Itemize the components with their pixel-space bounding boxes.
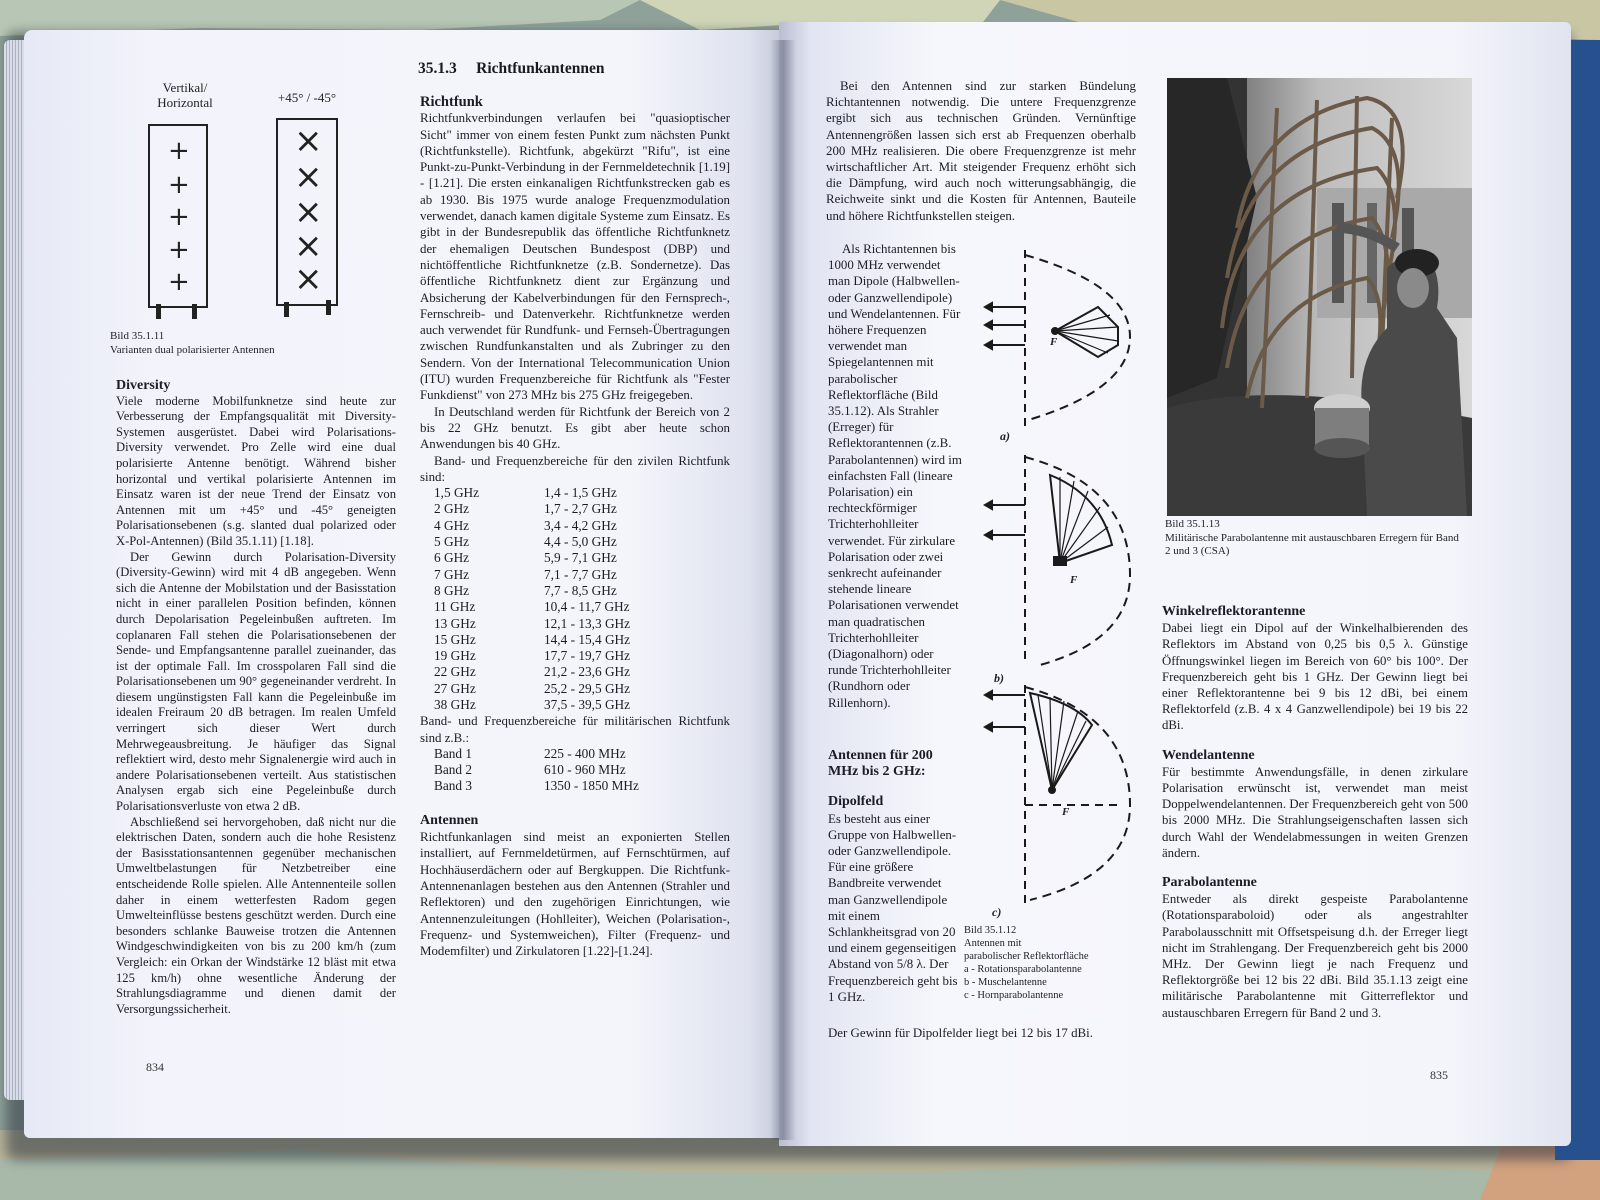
frequency-range: 14,4 - 15,4 GHz <box>544 631 631 647</box>
right-column-sections <box>1162 604 1468 1021</box>
civil-row <box>434 616 674 632</box>
x-element-3: × <box>294 192 323 232</box>
antenna-connector <box>156 304 161 319</box>
civil-row <box>434 518 674 534</box>
antennen-heading: Antennen <box>420 812 479 828</box>
frequency-range: 3,4 - 4,2 GHz <box>544 517 617 533</box>
figure-caption-35-1-12: Bild 35.1.12 Antennen mit parabolischer Reflektorfläche a - Rotationsparabolantenne b - Muschelantenne c - Hornparabolantenne <box>964 925 1089 1001</box>
band-name: 27 GHz <box>434 680 476 696</box>
wendel-text: Für bestimmte Anwendungsfälle, in denen zirkulare Polarisation erwünscht ist, verwendet man meist Doppelwendelantennen. Der Frequenzbereich geht von 500 bis 2000 MHz. Die Strahlungseigenschaften lassen sich durch Wahl der Wendelabmessungen in weiten Grenzen ändern. <box>1162 764 1468 860</box>
band-name: 22 GHz <box>434 664 476 680</box>
vh-element-1: + <box>168 136 190 166</box>
reflector-c <box>985 685 1130 905</box>
frequency-range: 7,1 - 7,7 GHz <box>544 566 617 582</box>
vh-element-3: + <box>168 202 190 232</box>
antenna-label-vh: Vertikal/ Horizontal <box>157 80 213 110</box>
band-name: 4 GHz <box>434 517 470 533</box>
antenna-connector <box>192 304 197 319</box>
frequency-range: 25,2 - 29,5 GHz <box>544 680 631 696</box>
richtfunk-section <box>420 94 730 959</box>
frequency-range: 1,4 - 1,5 GHz <box>544 485 617 501</box>
antenna-connector <box>326 300 331 315</box>
frequency-range: 4,4 - 5,0 GHz <box>544 534 617 550</box>
parabolic-reflector-diagram <box>980 245 1150 925</box>
civil-row <box>434 632 674 648</box>
civil-row <box>434 550 674 566</box>
band-name: 13 GHz <box>434 615 476 631</box>
civil-row <box>434 485 674 501</box>
focus-label-a: F <box>1050 336 1058 348</box>
vh-element-2: + <box>168 170 190 200</box>
band-name: 2 GHz <box>434 501 470 517</box>
military-row <box>434 778 674 794</box>
antennen-200-heading: Antennen für 200 MHz bis 2 GHz: <box>828 748 933 780</box>
frequency-range: 610 - 960 MHz <box>544 762 626 778</box>
antennen-para: Richtfunkanlagen sind meist an exponierten Stellen installiert, auf Fernmeldetürmen, auf Fernschtürmen, auf Hochhäuserdächern oder auf Bergkuppen. Die Richtfunk-Antennenanlagen bestehen aus den Antennen (Strahler und Reflektoren) und den zugehörigen Einrichtungen, wie Antennenzuleitungen (Hohlleiter), Weichen (Polarisation-, Frequenz- und Systemweichen), Filter (Frequenz- und Modemfilter) und Zirkulatoren [1.22]-[1.24]. <box>420 830 730 959</box>
civil-row <box>434 599 674 615</box>
military-row <box>434 746 674 762</box>
x-element-1: × <box>294 121 323 161</box>
band-name: 1,5 GHz <box>434 485 480 501</box>
winkel-text: Dabei liegt ein Dipol auf der Winkelhalbierenden des Reflektors im Abstand von 0,25 bis 0,5 λ. Günstige Öffnungswinkel liegen im Bereich von 60° bis 100°. Der Frequenzbereich geht bis 1 GHz. Der Gewinn liegt bei einer Reflektorantenne bei 9 bis 12 dBi, bei einem Reflektorfeld (z.B. 4 x 4 Ganzwellendipole) bei 19 bis 22 dBi. <box>1162 621 1468 733</box>
civil-row <box>434 664 674 680</box>
x-element-2: × <box>294 157 323 197</box>
band-name: 6 GHz <box>434 550 470 566</box>
wendel-heading: Wendelantenne <box>1162 747 1255 763</box>
diversity-section <box>116 378 396 1017</box>
focus-label-c: F <box>1062 806 1070 818</box>
parabol-text: Entweder als direkt gespeiste Parabolantenne (Rotationsparaboloid) oder als angestrahlter Parabolausschnitt mit Offsetspeisung d.h. der Erreger liegt nicht im Strahlengang. Der Frequenzbereich geht bis 2000 MHz. Der Gewinn liegt je nach Frequenz und Reflektorgröße bei 12 bis 22 dBi. Bild 35.1.13 zeigt eine militärische Parabolantenne mit Gitterreflektor und austauschbaren Erregern für Band 2 und 3. <box>1162 892 1468 1020</box>
band-name: 15 GHz <box>434 631 476 647</box>
reflector-label-c: c) <box>992 905 1002 919</box>
reflector-text-column: Als Richtantennen bis 1000 MHz verwendet man Dipole (Halbwellen- oder Ganzwellendipole) und Wendelantennen. Für höhere Frequenzen verwendet man Spiegelantennen mit parabolischer Reflektorfläche (Bild 35.1.12). Als Strahler (Erreger) für Reflektorantennen (z.B. Parabolantennen) wird im einfachsten Fall (lineare Polarisation) ein rechteckförmiger Trichterhohlleiter verwendet. Für zirkulare Polarisation oder zwei senkrecht aufeinander stehende lineare Polarisationen verwendet man quadratischen Trichterhohlleiter (Diagonalhorn) oder runde Trichterhohlleiter (Rundhorn oder Rillenhorn). <box>828 242 962 710</box>
civil-row <box>434 681 674 697</box>
section-title: 35.1.3 Richtfunkantennen <box>418 60 605 77</box>
civil-row <box>434 567 674 583</box>
parabol-heading: Parabolantenne <box>1162 875 1257 891</box>
band-name: 38 GHz <box>434 696 476 712</box>
page-number-right: 835 <box>1430 1068 1448 1082</box>
richtfunk-para-3: Band- und Frequenzbereiche für den zivilen Richtfunk sind: <box>420 453 730 484</box>
band-name: 19 GHz <box>434 648 476 664</box>
dipolfeld-text: Es besteht aus einer Gruppe von Halbwellen- oder Ganzwellendipole. Für eine größere Bandbreite verwendet man Ganzwellendipole mit einem Schlankheitsgrad von 20 und einem gegenseitigen Abstand von 5/8 λ. Der Frequenzbereich geht bis 1 GHz. <box>828 811 958 1004</box>
figure-caption-35-1-11: Bild 35.1.11 Varianten dual polarisierter Antennen <box>110 330 275 356</box>
reflector-label-b: b) <box>994 671 1004 685</box>
reflector-a <box>985 250 1130 430</box>
richtfunk-para-1: Richtfunkverbindungen verlaufen bei "quasioptischer Sicht" immer von einem festen Punkt zum nächsten Punkt (Richtfunkstelle). Richtfunk, abgekürzt "Rifu", ist eine Punkt-zu-Punkt-Verbindung in der Fernmeldetechnik [1.19] - [1.21]. Die ersten einkanaligen Richtfunkstrecken gab es ab 1930. Bis 1975 wurde analoge Frequenzmodulation verwendet, danach kamen digitale Systeme zum Einsatz. Es gibt in der Bundesrepublik das öffentliche Richtfunknetz der ehemaligen Deutschen Bundespost (DBP) und nichtöffentliche Richtfunknetze (z.B. Sondernetze). Das öffentliche Richtfunknetz dient zur Ergänzung und Absicherung der Kabelverbindungen für den Fernsprech-, Fernschreib- und Datenverkehr. Richtfunknetze werden auch verwendet für Rundfunk- und Fernseh-Übertragungen zwischen Rundfunkanstalten und als Zubringer zu den Sendern. Von der International Telecommunication Union (ITU) wurden Frequenzbereiche für Richtfunk als "Fester Funkdienst" von 273 MHz bis 275 GHz freigegeben. <box>420 111 730 403</box>
diversity-para-2: Der Gewinn durch Polarisation-Diversity (Diversity-Gewinn) wird mit 4 dB angegeben. Wenn sich die Antenne der Mobilstation und der Basisstation nicht in einer parallelen Position befinden, können durch Depolarisation Pegeleinbußen auftreten. Im coplanaren Fall stehen die Polarisationsebenen der Sende- und Empfangsantenne parallel zueinander, das ist der optimale Fall. Im crosspolaren Fall sind die Polarisationsebenen um 90° gegeneinander verdreht. In diesem ungünstigsten Fall kann die Pegeleinbuße im idealen Freiraum 20 dB betragen. Im realen Umfeld verringert sich dieser Wert durch Mehrwegeausbreitung. Je häufiger das Signal reflektiert wird, desto mehr Signalenergie wird auch in andere Polarisationsebenen verteilt. Aus statistischen Analysen ergab sich eine Pegeleinbuße durch Polarisationsverluste von etwa 2 dB. <box>116 549 396 814</box>
civil-row <box>434 501 674 517</box>
richtfunk-heading: Richtfunk <box>420 94 483 110</box>
winkel-heading: Winkelreflektorantenne <box>1162 604 1306 619</box>
intro-paragraph: Bei den Antennen sind zur starken Bündelung Richtantennen notwendig. Die untere Frequenzgrenze ergibt sich aus technischen Gründen. Vernünftige Antennengrößen lassen sich erst ab Frequenzen oberhalb 200 MHz realisieren. Die obere Frequenzgrenze ist mehr wirtschaftlicher Art. Mit steigender Frequenz erhöht sich die Dämpfung, wird auch noch witterungsabhängig, die Reichweite sinkt und die Kosten für Antennen, Bauteile und höhere Richtfunkstellen steigen. <box>826 79 1136 223</box>
civil-row <box>434 648 674 664</box>
frequency-range: 37,5 - 39,5 GHz <box>544 696 631 712</box>
frequency-range: 1350 - 1850 MHz <box>544 778 639 794</box>
military-row <box>434 762 674 778</box>
band-name: 8 GHz <box>434 582 470 598</box>
diversity-heading: Diversity <box>116 378 171 393</box>
x-element-4: × <box>294 226 323 266</box>
diversity-para-1: Viele moderne Mobilfunknetze sind heute zur Verbesserung der Empfangsqualität mit Diversity-Systemen ausgerüstet. Dabei wird Polarisations-Diversity verwendet. Pro Zelle wird eine dual polarisierte Antenne benötigt. Während bisher horizontal und vertikal polarisierte Antennen im Einsatz waren ist der neue Trend der Einsatz von Antennen mit um +45° und -45° geneigten Polarisationsebenen (s.g. slanted dual polarized oder X-Pol-Antennen) (Bild 35.1.11) [1.18]. <box>116 393 396 548</box>
frequency-range: 12,1 - 13,3 GHz <box>544 615 631 631</box>
focus-label-b: F <box>1070 574 1078 586</box>
dipolfeld-heading: Dipolfeld <box>828 794 884 810</box>
civil-row <box>434 534 674 550</box>
vh-element-5: + <box>168 267 190 297</box>
x-element-5: × <box>294 259 323 299</box>
frequency-range: 7,7 - 8,5 GHz <box>544 582 617 598</box>
civil-row <box>434 697 674 713</box>
richtfunk-para-2: In Deutschland werden für Richtfunk der Bereich von 2 bis 22 GHz benutzt. Es gibt aber heute schon Anwendungen bis 40 GHz. <box>420 404 730 452</box>
band-name: Band 2 <box>434 762 473 778</box>
frequency-range: 17,7 - 19,7 GHz <box>544 648 631 664</box>
frequency-range: 21,2 - 23,6 GHz <box>544 664 631 680</box>
page-number-left: 834 <box>146 1060 164 1074</box>
military-band-table <box>434 746 674 795</box>
antennen-200-section <box>828 748 964 1005</box>
band-name: 5 GHz <box>434 534 470 550</box>
frequency-range: 225 - 400 MHz <box>544 745 626 761</box>
frequency-range: 10,4 - 11,7 GHz <box>544 599 630 615</box>
dipolfeld-last-line: Der Gewinn für Dipolfelder liegt bei 12 bis 17 dBi. <box>828 1026 1093 1040</box>
richtfunk-para-4: Band- und Frequenzbereiche für militärischen Richtfunk sind z.B.: <box>420 714 730 745</box>
diversity-para-3: Abschließend sei hervorgehoben, daß nicht nur die elektrischen Daten, sondern auch die hohe Resistenz der Basisstationsantennen gegenüber mechanischen Umweltbelastungen für Netzbetreiber eine entscheidende Rolle spielen. Alle Antennenteile sollen daher in einem wetterfesten Radom gegen Umwelteinflüsse bestens geschützt werden. Durch eine besonders schlanke Bauweise trotzen die Antennen Windgeschwindigkeiten von bis zu 200 km/h (zum Vergleich: ein Orkan der Windstärke 12 bläst mit etwa 125 km/h) ohne wesentliche Änderung der Strahlungsdiagramme und dienen damit der Versorgungssicherheit. <box>116 814 396 1016</box>
vh-element-4: + <box>168 235 190 265</box>
band-name: Band 3 <box>434 778 473 794</box>
frequency-range: 5,9 - 7,1 GHz <box>544 550 617 566</box>
reflector-b <box>985 455 1130 665</box>
antenna-connector <box>284 302 289 317</box>
civil-row <box>434 583 674 599</box>
band-name: 7 GHz <box>434 566 470 582</box>
civil-band-table <box>434 485 674 713</box>
frequency-range: 1,7 - 2,7 GHz <box>544 501 617 517</box>
band-name: 11 GHz <box>434 599 476 615</box>
military-parabolic-antenna-photo <box>1167 78 1472 516</box>
reflector-label-a: a) <box>1000 429 1010 443</box>
band-name: Band 1 <box>434 745 473 761</box>
antenna-label-45: +45° / -45° <box>277 90 337 105</box>
figure-caption-35-1-13: Bild 35.1.13 Militärische Parabolantenne mit austauschbaren Erregern für Band 2 und 3 (CSA) <box>1165 518 1459 557</box>
book-spine <box>770 40 796 1140</box>
